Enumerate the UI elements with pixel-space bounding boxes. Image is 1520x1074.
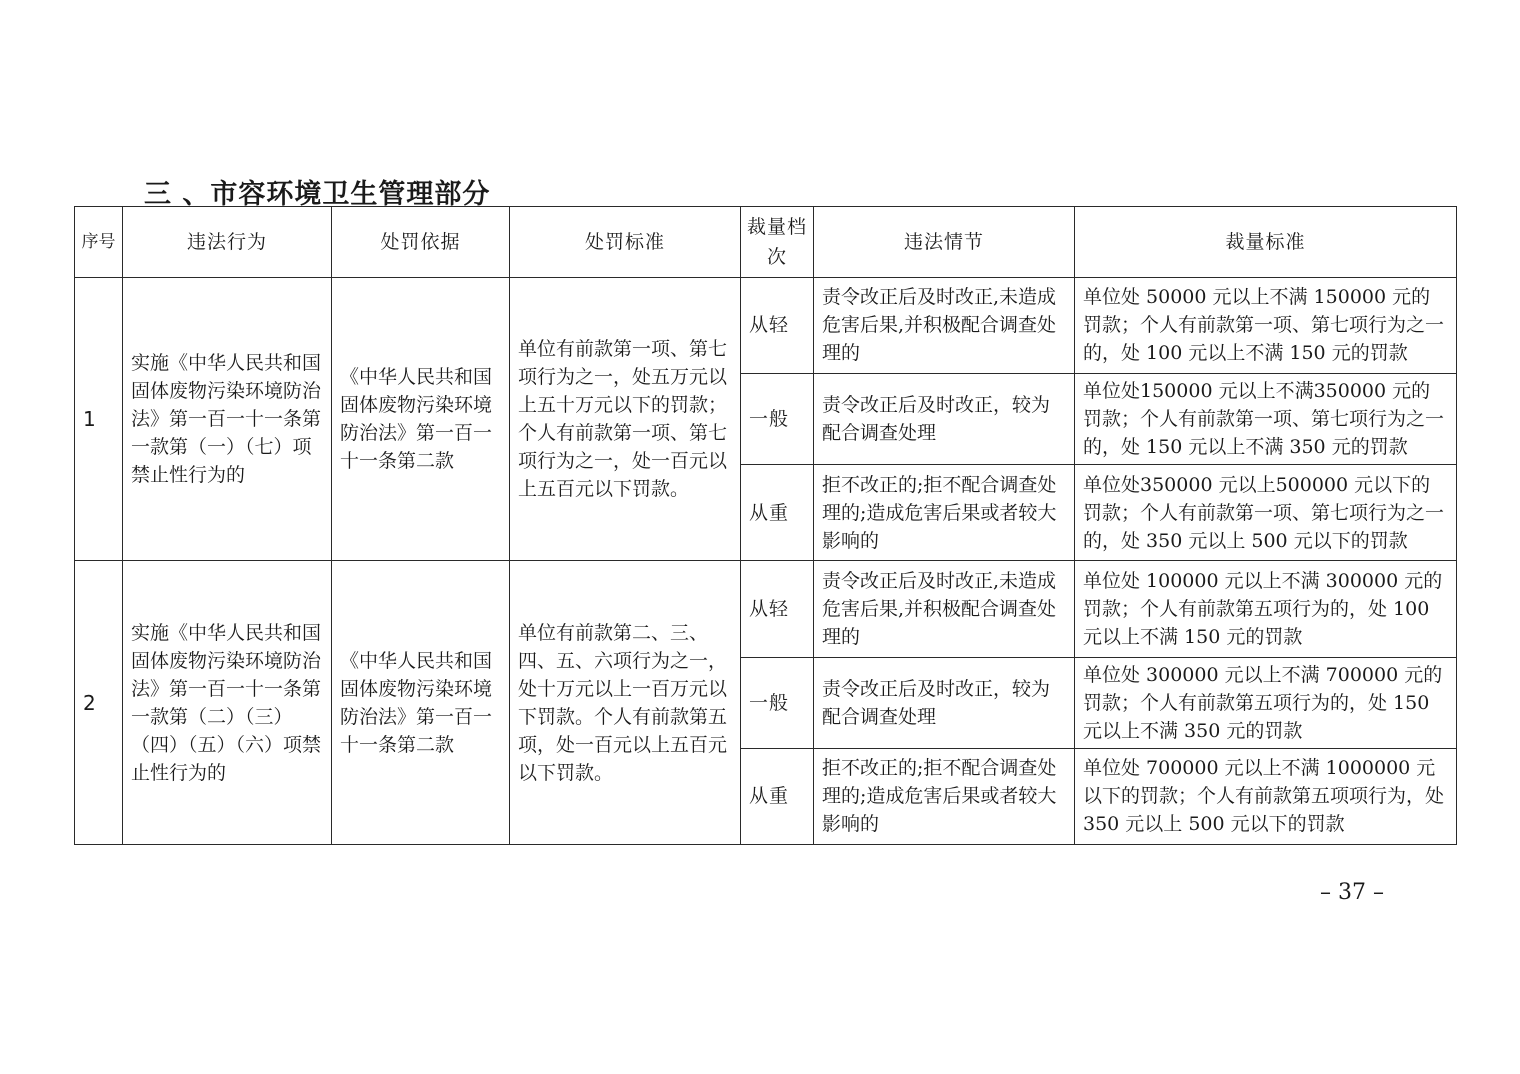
level-label: 从重: [741, 748, 814, 844]
section-title: 三 、市容环境卫生管理部分: [144, 179, 491, 210]
row-basis: 《中华人民共和国固体废物污染环境防治法》第一百一十一条第二款: [332, 561, 510, 845]
penalty-discretion-table: [74, 206, 1457, 845]
row-behavior: 实施《中华人民共和国固体废物污染环境防治法》第一百一十一条第一款第（一）（七）项禁止性行为的: [123, 277, 332, 561]
level-circumstance: 责令改正后及时改正，较为配合调查处理: [814, 373, 1075, 464]
row-standard: 单位有前款第二、三、四、五、六项行为之一，处十万元以上一百万元以下罚款。个人有前款第五项，处一百元以上五百元以下罚款。: [510, 561, 741, 845]
level-circumstance: 拒不改正的;拒不配合调查处理的;造成危害后果或者较大影响的: [814, 465, 1075, 561]
row-seq: 1: [75, 277, 123, 561]
level-circumstance: 责令改正后及时改正，较为配合调查处理: [814, 657, 1075, 748]
level-discretion: 单位处 700000 元以上不满 1000000 元以下的罚款；个人有前款第五项项行为，处 350 元以上 500 元以下的罚款: [1075, 748, 1457, 844]
level-discretion: 单位处 300000 元以上不满 700000 元的罚款；个人有前款第五项行为的，处 150 元以上不满 350 元的罚款: [1075, 657, 1457, 748]
table-row: [75, 561, 1457, 657]
header-basis: 处罚依据: [332, 207, 510, 278]
level-circumstance: 责令改正后及时改正,未造成危害后果,并积极配合调查处理的: [814, 277, 1075, 373]
level-label: 一般: [741, 373, 814, 464]
row-seq: 2: [75, 561, 123, 845]
level-circumstance: 责令改正后及时改正,未造成危害后果,并积极配合调查处理的: [814, 561, 1075, 657]
row-basis: 《中华人民共和国固体废物污染环境防治法》第一百一十一条第二款: [332, 277, 510, 561]
header-level: 裁量档次: [741, 207, 814, 278]
header-standard: 处罚标准: [510, 207, 741, 278]
level-discretion: 单位处 50000 元以上不满 150000 元的罚款；个人有前款第一项、第七项行为之一的，处 100 元以上不满 150 元的罚款: [1075, 277, 1457, 373]
level-discretion: 单位处150000 元以上不满350000 元的罚款；个人有前款第一项、第七项行为之一的，处 150 元以上不满 350 元的罚款: [1075, 373, 1457, 464]
level-discretion: 单位处350000 元以上500000 元以下的罚款；个人有前款第一项、第七项行为之一的，处 350 元以上 500 元以下的罚款: [1075, 465, 1457, 561]
level-label: 从轻: [741, 277, 814, 373]
header-seq: 序号: [75, 207, 123, 278]
level-label: 一般: [741, 657, 814, 748]
level-label: 从重: [741, 465, 814, 561]
row-behavior: 实施《中华人民共和国固体废物污染环境防治法》第一百一十一条第一款第（二）（三）（四）（五）（六）项禁止性行为的: [123, 561, 332, 845]
header-circumstance: 违法情节: [814, 207, 1075, 278]
level-circumstance: 拒不改正的;拒不配合调查处理的;造成危害后果或者较大影响的: [814, 748, 1075, 844]
table-header-row: [75, 207, 1457, 278]
row-standard: 单位有前款第一项、第七项行为之一，处五万元以上五十万元以下的罚款；个人有前款第一项、第七项行为之一，处一百元以上五百元以下罚款。: [510, 277, 741, 561]
level-discretion: 单位处 100000 元以上不满 300000 元的罚款；个人有前款第五项行为的，处 100 元以上不满 150 元的罚款: [1075, 561, 1457, 657]
header-behavior: 违法行为: [123, 207, 332, 278]
page-number: – 37 –: [1320, 880, 1384, 905]
header-discretion: 裁量标准: [1075, 207, 1457, 278]
level-label: 从轻: [741, 561, 814, 657]
table-row: [75, 277, 1457, 373]
